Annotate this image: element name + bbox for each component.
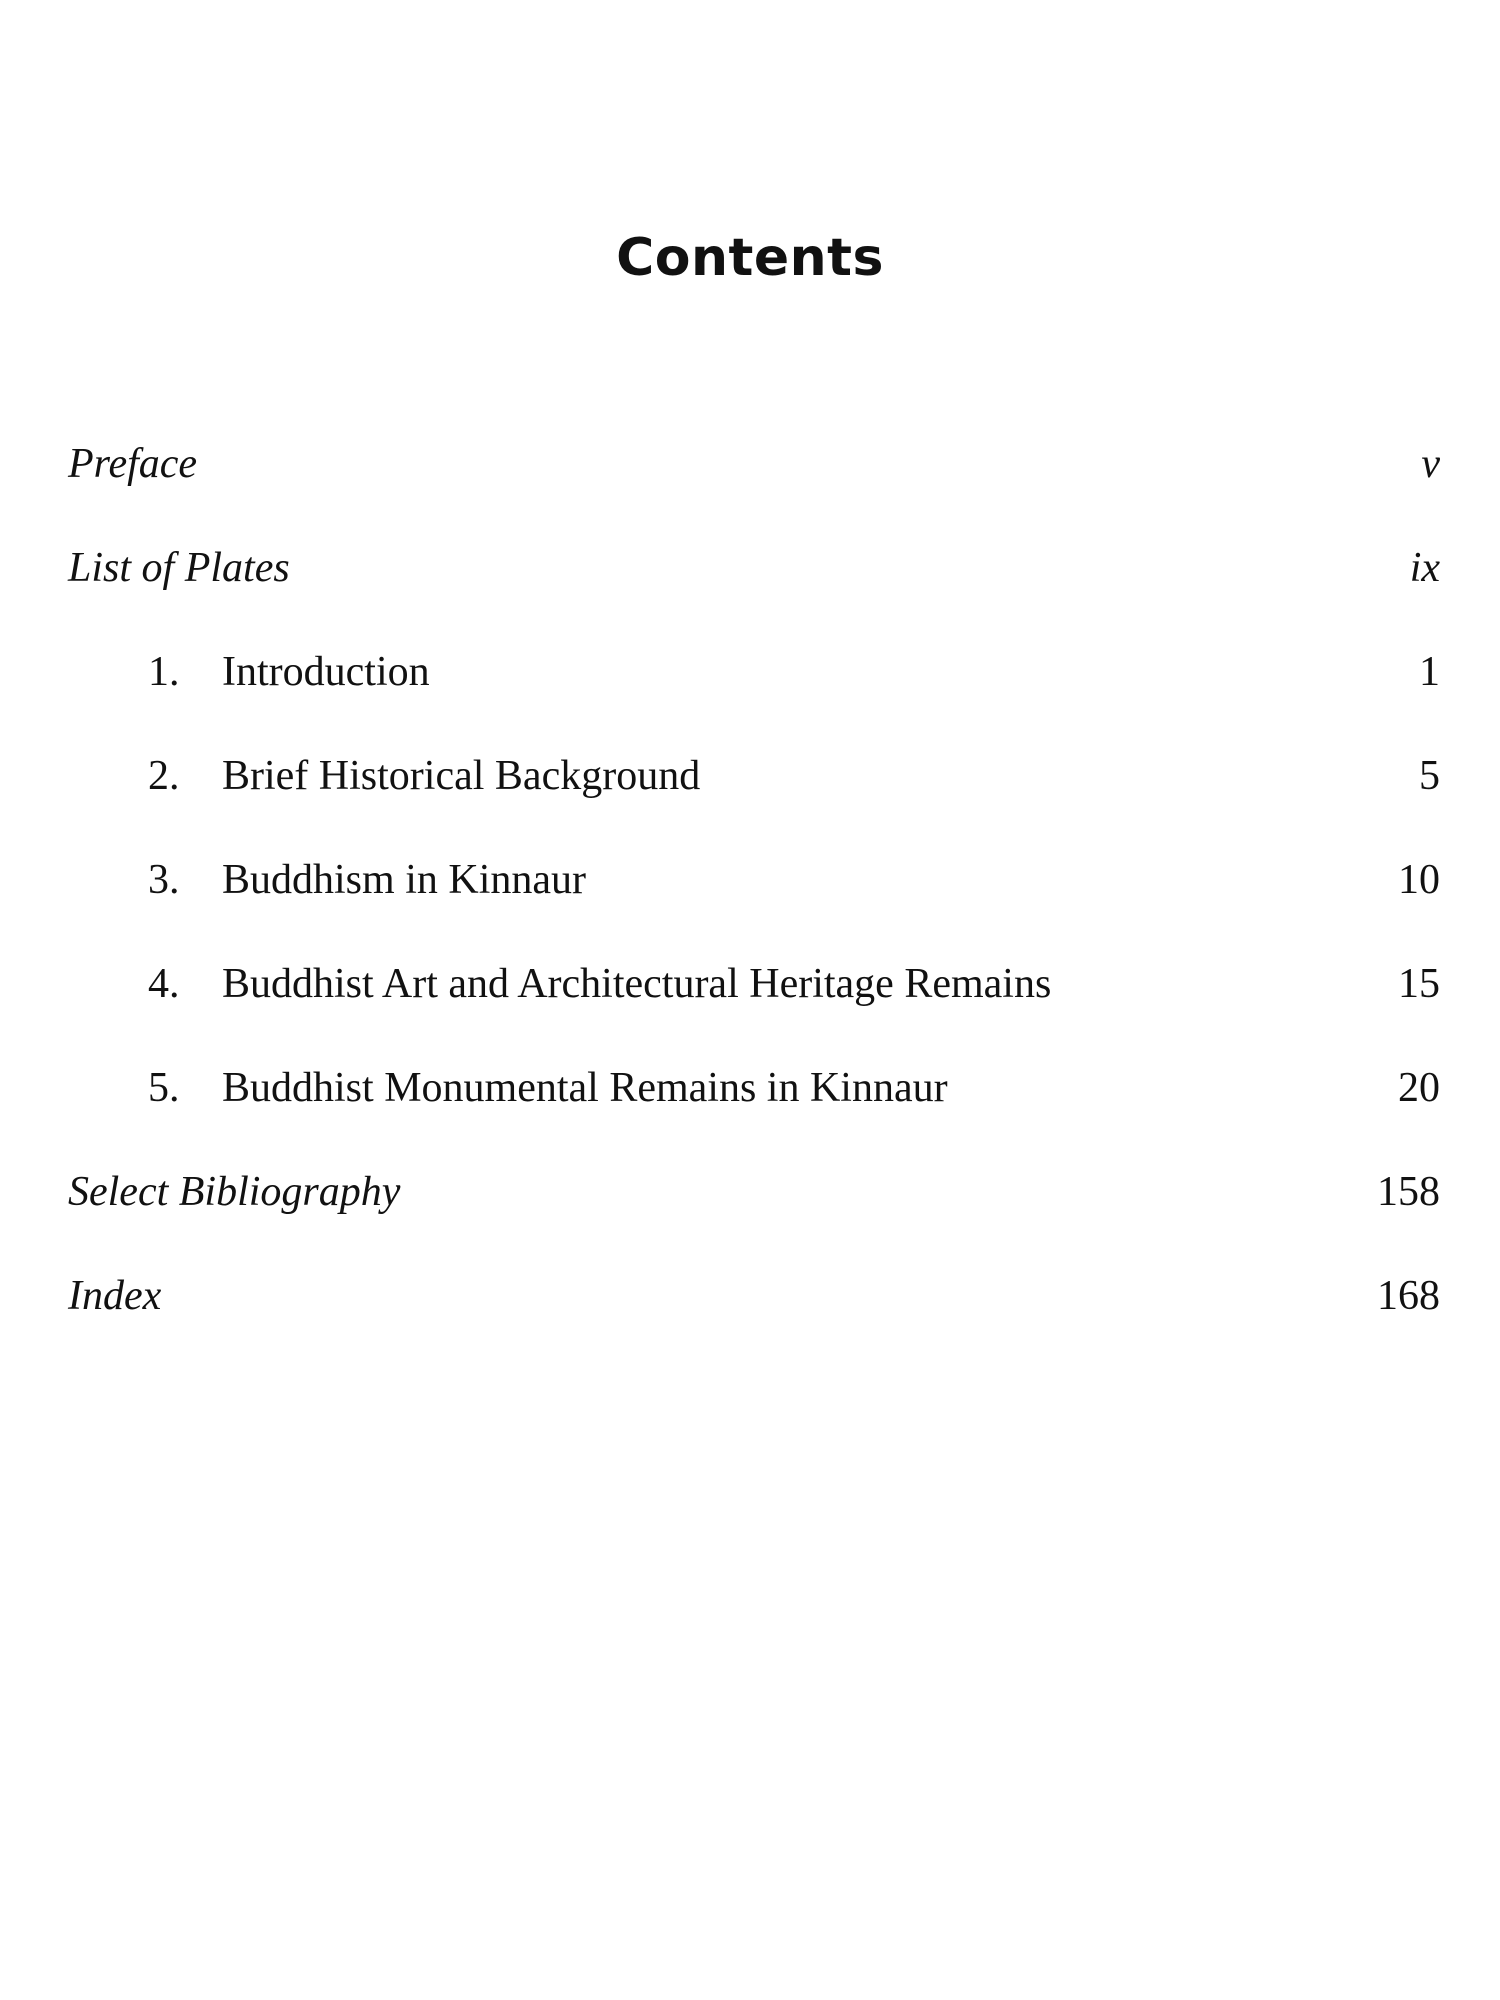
toc-entry-page: 5 xyxy=(1419,753,1440,799)
toc-entry-list-of-plates[interactable] xyxy=(0,544,1500,604)
toc-entry-page: 15 xyxy=(1398,961,1440,1007)
toc-entry-label: Introduction xyxy=(222,649,430,695)
chapter-number: 1. xyxy=(148,649,180,695)
chapter-number: 4. xyxy=(148,961,180,1007)
toc-entry-chapter-4[interactable] xyxy=(0,960,1500,1020)
toc-entry-label: Buddhist Monumental Remains in Kinnaur xyxy=(222,1065,948,1111)
toc-entry-chapter-2[interactable] xyxy=(0,752,1500,812)
toc-entry-chapter-3[interactable] xyxy=(0,856,1500,916)
toc-entry-select-bibliography[interactable] xyxy=(0,1168,1500,1228)
chapter-number: 3. xyxy=(148,857,180,903)
toc-entry-page: 20 xyxy=(1398,1065,1440,1111)
toc-entry-label: Preface xyxy=(68,441,198,487)
toc-entry-label: Buddhist Art and Architectural Heritage Remains xyxy=(222,961,1052,1007)
toc-entry-label: Brief Historical Background xyxy=(222,753,701,799)
toc-entry-page: 10 xyxy=(1398,857,1440,903)
toc-entry-page: v xyxy=(1421,441,1440,487)
toc-entry-page: 158 xyxy=(1377,1169,1440,1215)
toc-entry-preface[interactable] xyxy=(0,440,1500,500)
page-title: Contents xyxy=(616,228,884,288)
toc-entry-label: Select Bibliography xyxy=(68,1169,401,1215)
chapter-number: 2. xyxy=(148,753,180,799)
toc-entry-chapter-5[interactable] xyxy=(0,1064,1500,1124)
toc-entry-page: 168 xyxy=(1377,1273,1440,1319)
toc-entry-page: ix xyxy=(1409,545,1440,591)
toc-entry-index[interactable] xyxy=(0,1272,1500,1332)
toc-entry-label: Index xyxy=(68,1273,162,1319)
toc-entry-page: 1 xyxy=(1419,649,1440,695)
chapter-number: 5. xyxy=(148,1065,180,1111)
toc-entry-label: Buddhism in Kinnaur xyxy=(222,857,586,903)
toc-entry-chapter-1[interactable] xyxy=(0,648,1500,708)
toc-entry-label: List of Plates xyxy=(68,545,290,591)
